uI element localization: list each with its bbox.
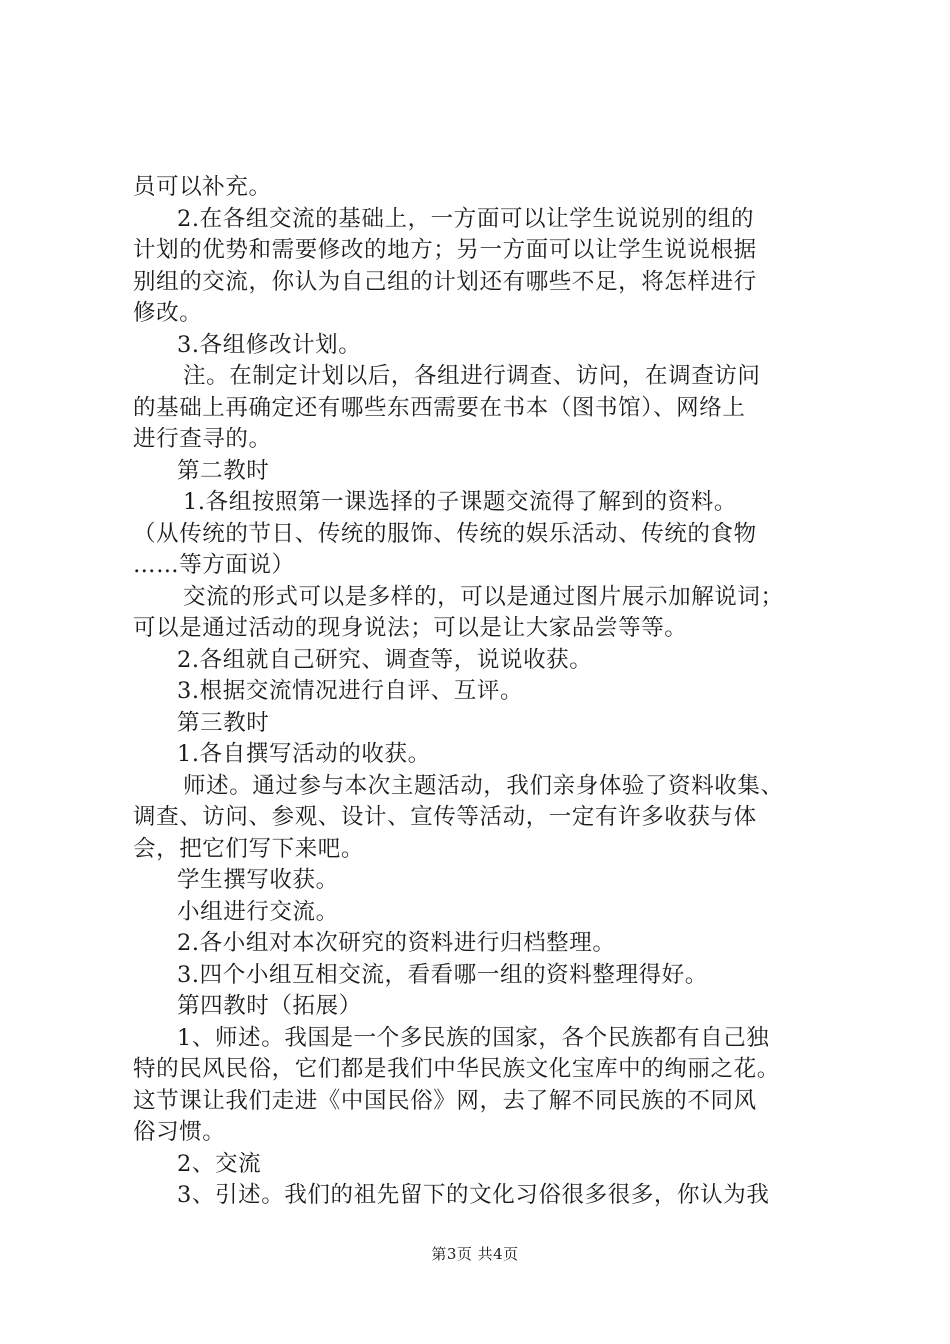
- text-line: 3.各组修改计划。: [177, 331, 362, 358]
- text-line: 第三教时: [177, 709, 270, 736]
- text-line: 1.各自撰写活动的收获。: [177, 741, 431, 767]
- document-body: [133, 172, 833, 1212]
- text-line: 学生撰写收获。: [177, 867, 339, 893]
- text-line: 第四教时（拓展）: [177, 993, 362, 1019]
- text-line: 俗习惯。: [133, 1119, 226, 1145]
- text-line: 调查、访问、参观、设计、宣传等活动，一定有许多收获与体: [133, 804, 757, 830]
- text-line: ……等方面说）: [133, 552, 295, 578]
- text-line: 修改。: [133, 300, 203, 326]
- text-line: 会，把它们写下来吧。: [133, 835, 365, 862]
- text-line: 2.各小组对本次研究的资料进行归档整理。: [177, 930, 616, 956]
- page-footer: 第3页 共4页: [431, 1245, 519, 1263]
- text-line: 交流的形式可以是多样的，可以是通过图片展示加解说词；: [183, 583, 784, 610]
- text-line: 注。在制定计划以后，各组进行调查、访问，在调查访问: [183, 363, 761, 389]
- text-line: 1.各组按照第一课选择的子课题交流得了解到的资料。: [183, 489, 737, 515]
- text-line: 员可以补充。: [133, 174, 272, 200]
- text-line: 第二教时: [177, 457, 270, 484]
- text-line: 可以是通过活动的现身说法；可以是让大家品尝等等。: [133, 615, 688, 641]
- text-line: 师述。通过参与本次主题活动，我们亲身体验了资料收集、: [183, 772, 784, 799]
- text-line: 2.各组就自己研究、调查等，说说收获。: [177, 646, 593, 673]
- text-line: 2、交流: [177, 1150, 262, 1177]
- text-line: 特的民风民俗，它们都是我们中华民族文化宝库中的绚丽之花。: [133, 1056, 780, 1082]
- text-line: 1、师述。我国是一个多民族的国家，各个民族都有自己独: [177, 1024, 770, 1051]
- text-line: 2.在各组交流的基础上，一方面可以让学生说说别的组的: [177, 205, 755, 232]
- text-line: 3.四个小组互相交流，看看哪一组的资料整理得好。: [177, 961, 708, 988]
- text-line: 进行查寻的。: [133, 426, 272, 452]
- text-line: 小组进行交流。: [177, 898, 339, 925]
- text-line: 计划的优势和需要修改的地方；另一方面可以让学生说说根据: [133, 237, 757, 263]
- text-line: 的基础上再确定还有哪些东西需要在书本（图书馆）、网络上: [133, 394, 746, 421]
- text-line: （从传统的节日、传统的服饰、传统的娱乐活动、传统的食物: [133, 520, 757, 547]
- text-line: 别组的交流，你认为自己组的计划还有哪些不足，将怎样进行: [133, 268, 757, 295]
- text-line: 3.根据交流情况进行自评、互评。: [177, 678, 524, 704]
- text-line: 这节课让我们走进《中国民俗》网，去了解不同民族的不同风: [133, 1087, 757, 1114]
- text-line: 3、引述。我们的祖先留下的文化习俗很多很多，你认为我: [177, 1182, 770, 1208]
